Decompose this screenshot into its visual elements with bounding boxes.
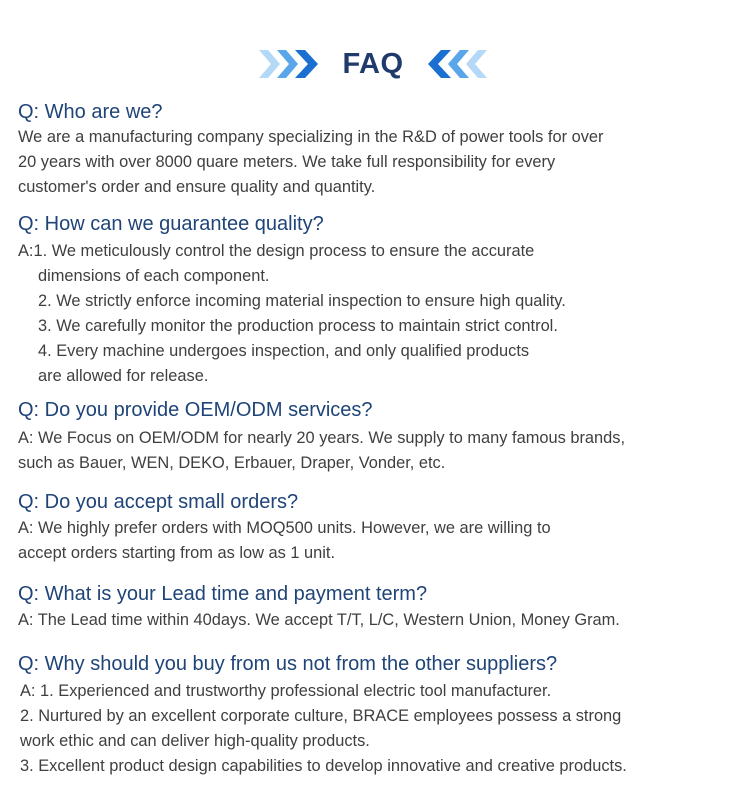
- faq-question-quality: Q: How can we guarantee quality?: [18, 213, 324, 235]
- answer-line: 3. We carefully monitor the production process to maintain strict control.: [38, 317, 558, 335]
- answer-line: 2. We strictly enforce incoming material inspection to ensure high quality.: [38, 292, 566, 310]
- faq-question-small-orders: Q: Do you accept small orders?: [18, 491, 299, 513]
- faq-question-lead-time: Q: What is your Lead time and payment term?: [18, 583, 428, 605]
- faq-answer-lead-time: [18, 608, 620, 633]
- answer-line: We are a manufacturing company specializing in the R&D of power tools for over: [18, 128, 604, 146]
- answer-line: customer's order and ensure quality and quantity.: [18, 178, 376, 196]
- answer-line: A: We highly prefer orders with MOQ500 units. However, we are willing to: [18, 519, 551, 537]
- faq-answer-oem-odm: [18, 426, 625, 476]
- answer-line: A:1. We meticulously control the design process to ensure the accurate: [18, 242, 535, 260]
- answer-line: are allowed for release.: [38, 367, 209, 385]
- answer-line: 3. Excellent product design capabilities to develop innovative and creative products.: [20, 757, 627, 775]
- answer-line: such as Bauer, WEN, DEKO, Erbauer, Draper, Vonder, etc.: [18, 454, 446, 472]
- chevrons-right-icon: [259, 50, 321, 78]
- answer-line: 4. Every machine undergoes inspection, and only qualified products: [38, 342, 530, 360]
- chevrons-left-icon: [425, 50, 487, 78]
- answer-line: A: The Lead time within 40days. We accept T/T, L/C, Western Union, Money Gram.: [18, 611, 620, 629]
- faq-answer-who-are-we: [18, 125, 604, 200]
- faq-answer-why-buy: [20, 679, 627, 779]
- faq-question-why-buy: Q: Why should you buy from us not from the other suppliers?: [18, 653, 558, 675]
- answer-line: accept orders starting from as low as 1 unit.: [18, 544, 336, 562]
- answer-line: A: We Focus on OEM/ODM for nearly 20 years. We supply to many famous brands,: [18, 429, 625, 447]
- faq-question-who-are-we: Q: Who are we?: [18, 101, 163, 123]
- answer-line: 2. Nurtured by an excellent corporate culture, BRACE employees possess a strong: [20, 707, 622, 725]
- faq-header: [0, 44, 750, 84]
- faq-question-oem-odm: Q: Do you provide OEM/ODM services?: [18, 399, 373, 421]
- answer-line: 20 years with over 8000 quare meters. We take full responsibility for every: [18, 153, 556, 171]
- answer-line: A: 1. Experienced and trustworthy professional electric tool manufacturer.: [20, 682, 552, 700]
- faq-answer-small-orders: [18, 516, 551, 566]
- answer-line: dimensions of each component.: [38, 267, 270, 285]
- faq-title: FAQ: [342, 48, 404, 80]
- faq-answer-quality: [18, 239, 566, 389]
- answer-line: work ethic and can deliver high-quality products.: [20, 732, 370, 750]
